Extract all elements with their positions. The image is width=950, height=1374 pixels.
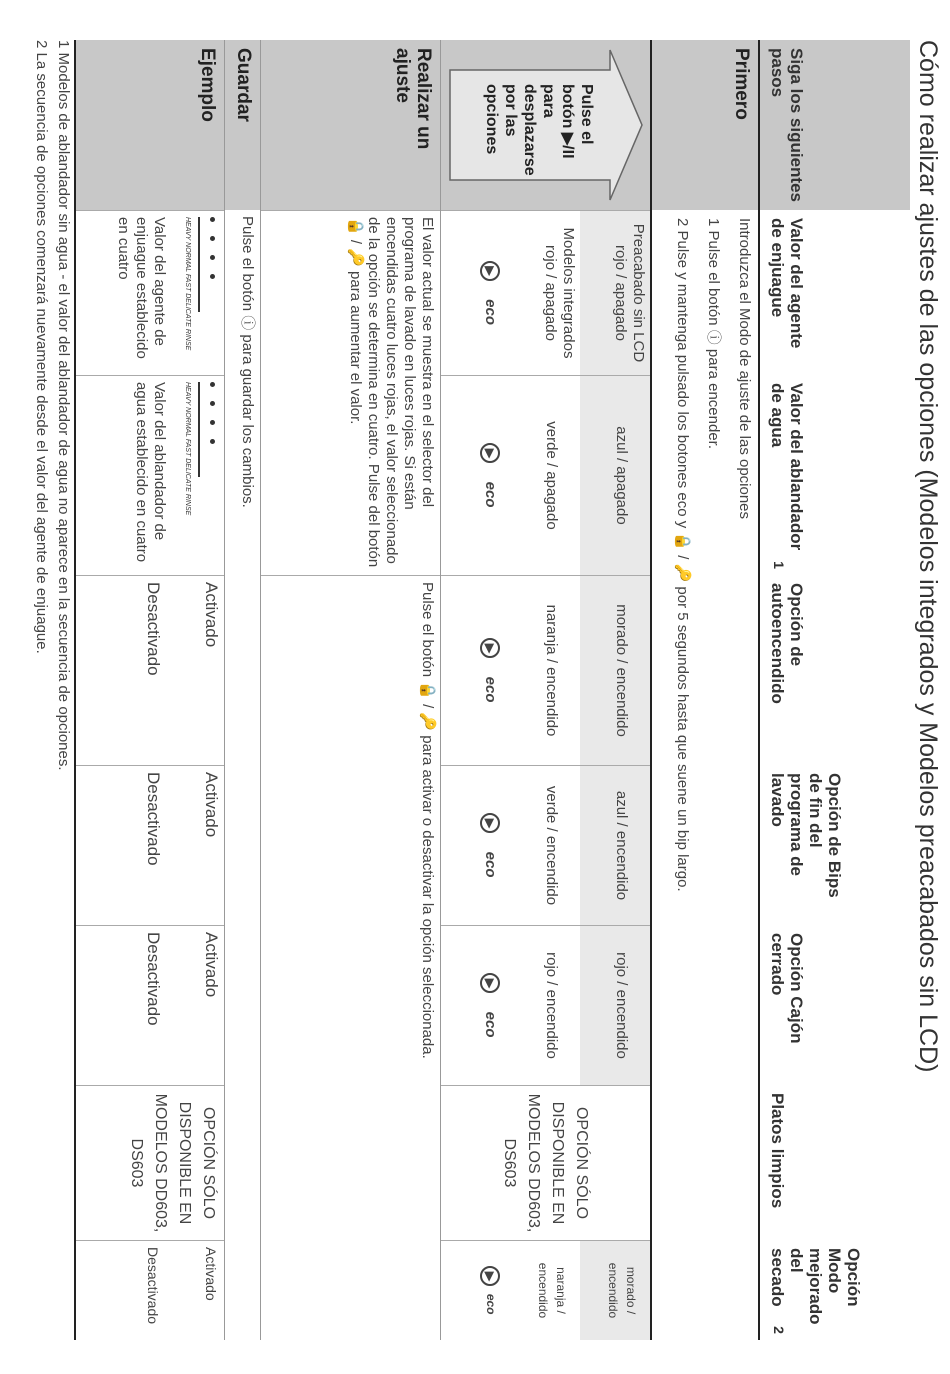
options-table [74,40,910,1340]
header-dry-sup: 2 [770,1326,786,1334]
scroll-drawer-bottom: rojo / encendido [543,952,560,1059]
scroll-softener-top: azul / apagado [580,376,650,575]
ejemplo-dry [76,1240,224,1340]
sequence-labels: HEAVY NORMAL FAST DELICATE RINSE [184,382,191,516]
ejemplo-autoon [76,575,224,765]
scroll-rinse-top-label: Preacabado sin LCD [630,223,647,363]
row-scroll [440,40,650,1340]
header-softener [760,375,910,575]
scroll-rinse-bottom-label: Modelos integrados [560,227,577,359]
scroll-drawer [441,925,650,1085]
scroll-dry [441,1240,650,1340]
row-primero [650,40,758,1340]
row-ajuste [260,40,440,1340]
scroll-rinse-bottom-value: rojo / apagado [542,245,559,341]
scroll-beeps-bottom: verde / encendido [543,785,560,906]
label-ejemplo: Ejemplo [76,40,224,210]
ejemplo-beeps-on: Activado [202,772,221,838]
play-pause-icon: ▶ [480,973,500,993]
guardar-text: Pulse el botón ⓘ para guardar los cambios. [239,216,256,508]
play-pause-icon: ▶ [480,1266,500,1286]
ejemplo-rinse [76,210,224,375]
row-ejemplo [74,40,224,1340]
eco-icon: eco [482,299,500,326]
ejemplo-drawer [76,925,224,1085]
header-softener-text: Valor del ablandador de agua [768,383,806,551]
scroll-drawer-top: rojo / encendido [580,926,650,1085]
header-softener-sup: 1 [770,561,786,569]
primero-step1: 1 Pulse el botón ⓘ para encender. [705,218,722,449]
primero-intro: Introduzca el Modo de ajuste de las opciones [736,218,753,520]
header-dry-text: Opción Modo mejorado del secado [768,1248,863,1325]
ejemplo-beeps [76,765,224,925]
header-rinse: Valor del agente de enjuague [768,218,806,349]
label-primero: Primero [652,40,758,210]
scroll-beeps [441,765,650,925]
scroll-autoon [441,575,650,765]
ejemplo-drawer-off: Desactivado [144,932,163,1026]
scroll-beeps-icons [470,766,510,925]
label-ajuste: Realizar un ajuste [261,40,440,210]
row-guardar [224,40,260,1340]
scroll-label-text: Pulse el botón ▶/II para desplazarse por las opciones [483,84,595,176]
eco-icon: eco [482,481,500,508]
scroll-drawer-icons [470,926,510,1085]
scroll-beeps-top: azul / encendido [580,766,650,925]
ejemplo-clean-note: OPCIÓN SÓLO DISPONIBLE EN MODELOS DD603, DS603 [76,1085,224,1240]
scroll-rinse-icons [470,211,510,375]
ejemplo-autoon-off: Desactivado [144,582,163,676]
ejemplo-beeps-off: Desactivado [144,772,163,866]
header-steps: Siga los siguientes pasos [760,40,910,210]
scroll-rinse-top [580,211,650,375]
ajuste-left-text: El valor actual se muestra en el selector del programa de lavado en luces rojas. Si están encendidas cuatro luces rojas, el valor seleccionado de la opción se determina en cuatro. Pulse del botón 🔒 / 🔑 para aumentar el valor. [261,210,440,575]
eco-icon: eco [482,676,500,703]
ajuste-right-text: Pulse el botón 🔒 / 🔑 para activar o desactivar la opción seleccionada. [261,575,440,1340]
ejemplo-dry-off: Desactivado [145,1247,161,1325]
scroll-softener-icons [470,376,510,575]
scroll-autoon-icons [470,576,510,765]
primero-content [652,210,758,1340]
ejemplo-autoon-on: Activado [202,582,221,648]
scroll-softener-bottom: verde / apagado [543,421,560,530]
header-dry [760,1240,910,1340]
play-pause-icon: ▶ [480,261,500,281]
ejemplo-dry-on: Activado [203,1247,219,1301]
ejemplo-rinse-text: Valor del agente de enjuague establecido en cuatro [115,217,168,359]
eco-icon: eco [482,1011,500,1038]
page-title: Cómo realizar ajustes de las opciones (Modelos integrados y Modelos preacabados sin LCD) [914,40,942,1073]
play-pause-icon: ▶ [480,638,500,658]
scroll-dry-bottom: naranja / encendido [536,1262,568,1319]
eco-icon: eco [482,851,500,878]
label-scroll [441,40,650,210]
scroll-autoon-top: morado / encendido [580,576,650,765]
footnote-1: 1 Modelos de ablandador sin agua - el valor del ablandador de agua no aparece en la secuencia de opciones. [55,40,72,771]
play-pause-icon: ▶ [480,813,500,833]
scroll-rinse [441,210,650,375]
eco-icon: eco [483,1293,498,1315]
scroll-dry-icons [470,1241,510,1340]
sequence-labels: HEAVY NORMAL FAST DELICATE RINSE [184,217,191,351]
header-clean: Platos limpios [768,1093,787,1209]
play-pause-icon: ▶ [480,443,500,463]
footnote-2: 2 La secuencia de opciones comenzará nuevamente desde el valor del agente de enjuague. [33,40,50,654]
header-beeps: Opción de Bips de fin del programa de lavado [768,773,844,898]
scroll-dry-top: morado / encendido [580,1241,650,1340]
primero-step2: 2 Pulse y mantenga pulsado los botones eco y 🔒 / 🔑 por 5 segundos hasta que suene un bip largo. [674,218,691,892]
header-autoon: Opción de autoencendido [768,583,806,704]
ejemplo-drawer-on: Activado [202,932,221,998]
scroll-rinse-bottom [510,211,580,375]
label-guardar: Guardar [225,40,260,210]
scroll-rinse-top-value: rojo / apagado [612,245,629,341]
program-sequence [178,217,220,369]
program-sequence [178,382,220,569]
ejemplo-softener-text: Valor del ablandador de agua establecido en cuatro [133,382,168,563]
table-header [758,40,910,1340]
scroll-clean-note: OPCIÓN SÓLO DISPONIBLE EN MODELOS DD603, DS603 [441,1085,650,1240]
scroll-autoon-bottom: naranja / encendido [543,604,560,737]
header-drawer: Opción Cajón cerrado [768,933,806,1044]
ejemplo-softener [76,375,224,575]
scroll-softener [441,375,650,575]
